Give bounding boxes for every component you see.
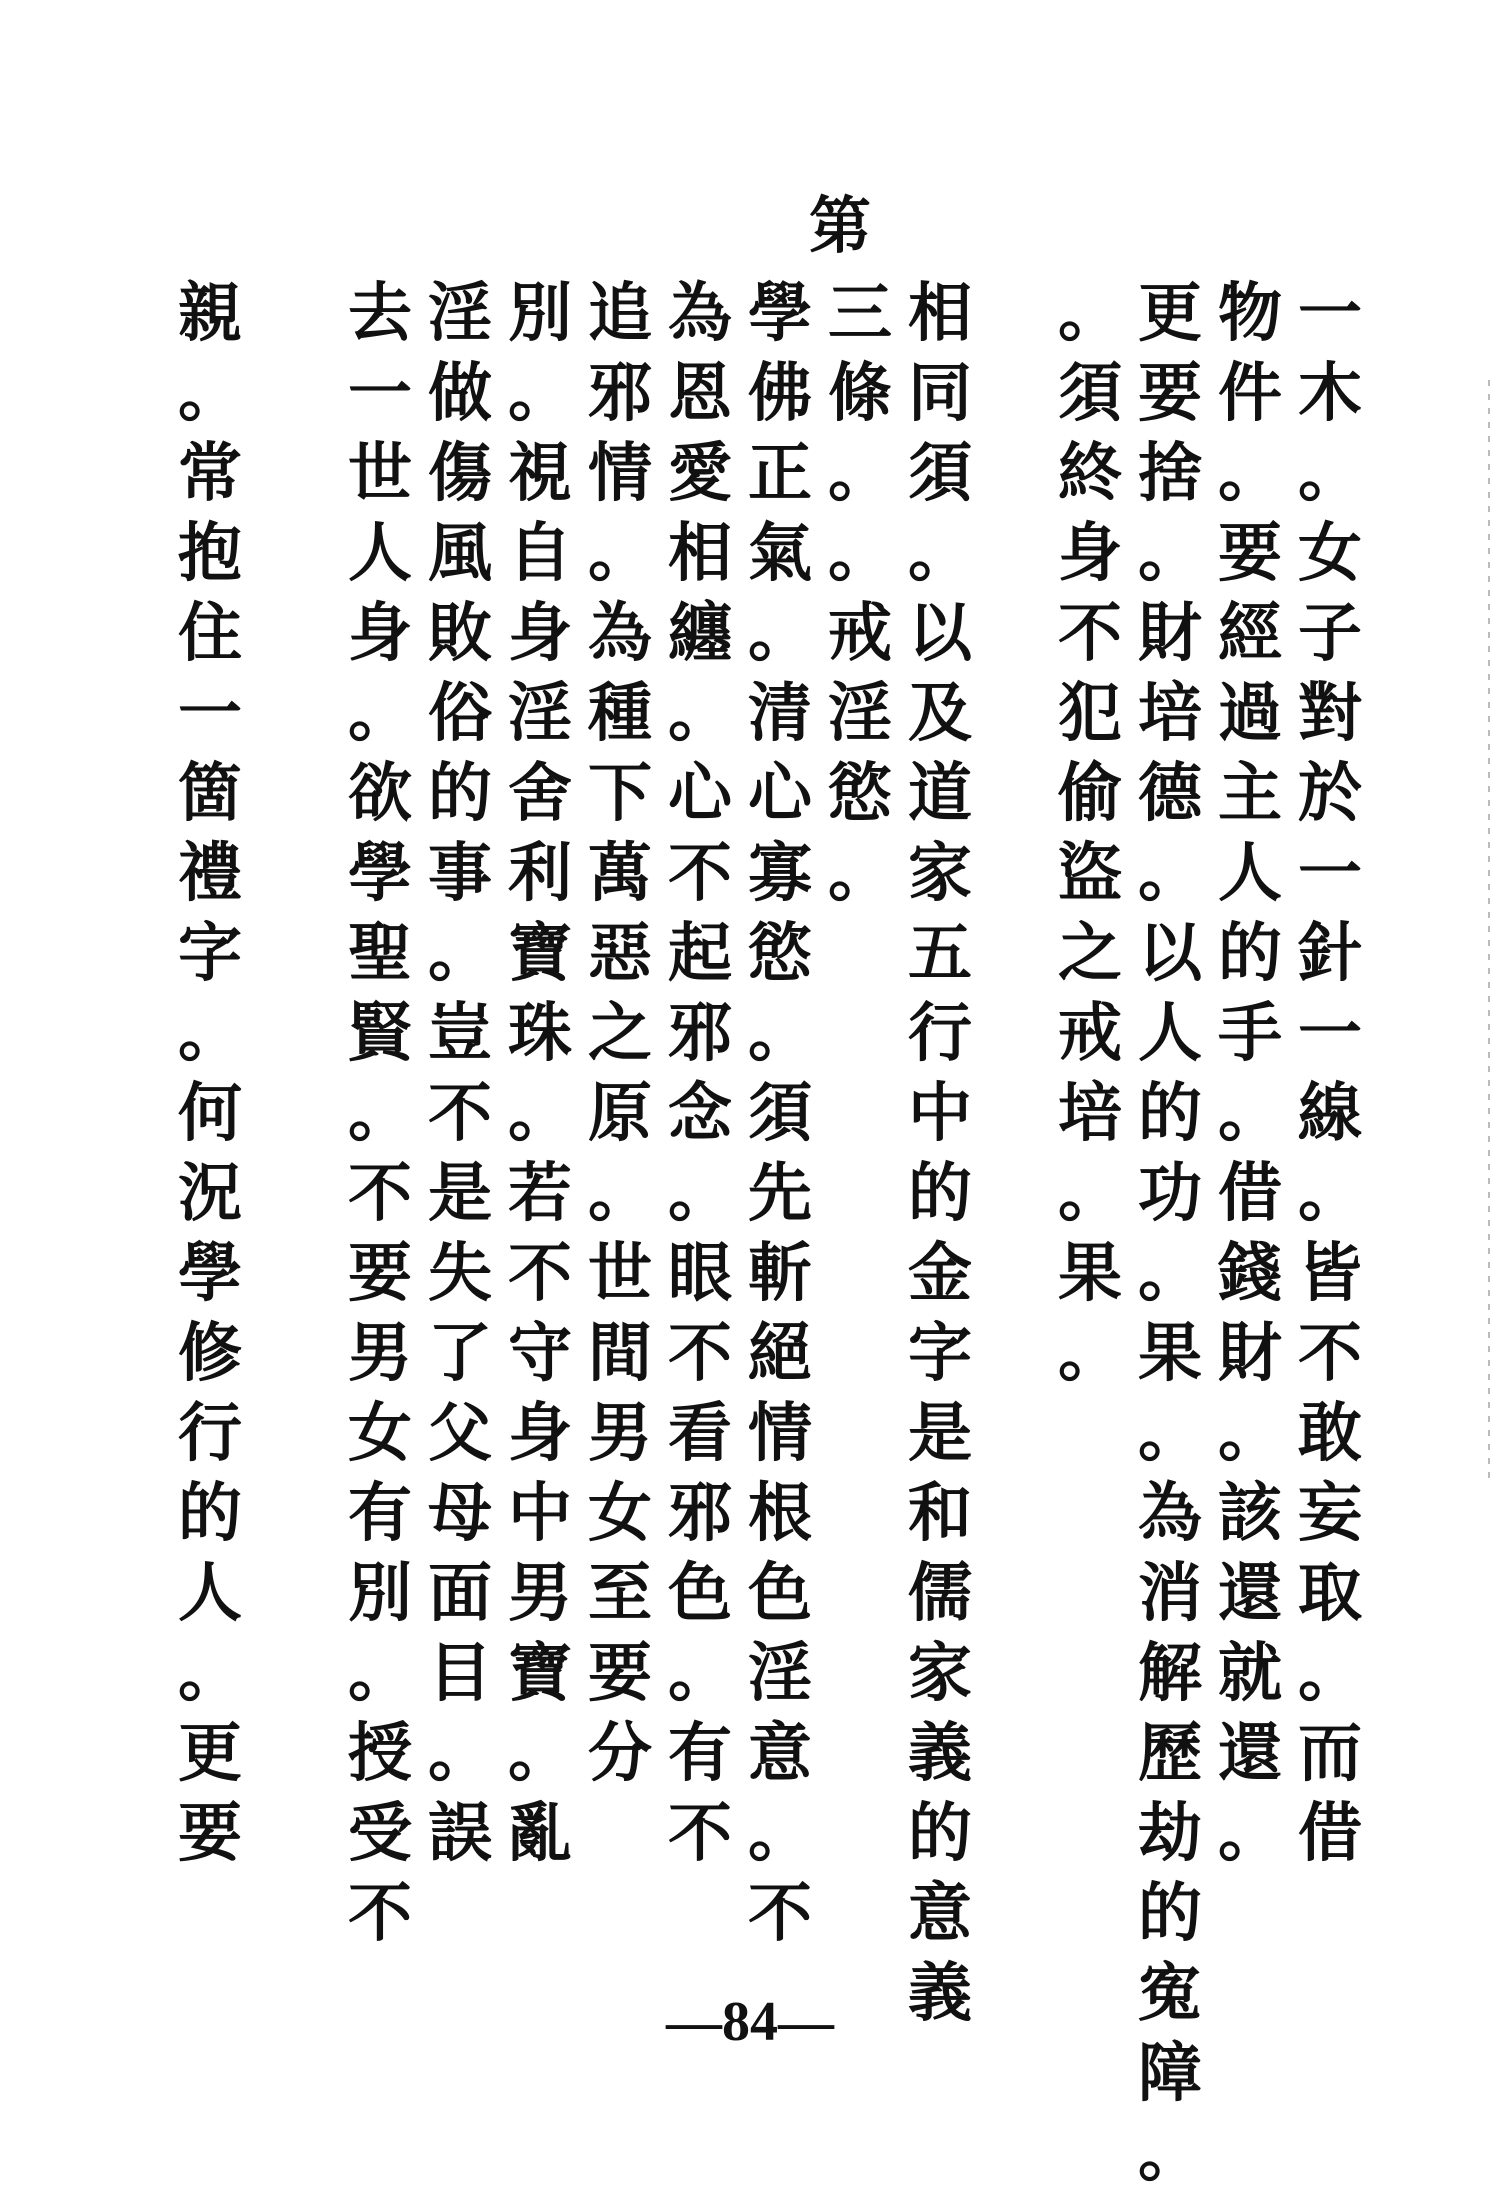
- text-column-4: 。 須 終 身 不 犯 偷 盜 之 戒 培 。 果 。: [1058, 276, 1122, 1391]
- text-column-9: 追 邪 情 。 為 種 下 萬 惡 之 原 。 世 間 男 女 至 要 分: [588, 276, 652, 1791]
- page-number: —84—: [666, 1991, 834, 2053]
- text-column-10: 別 。 視 自 身 淫 舍 利 寶 珠 。 若 不 守 身 中 男 寶 。 亂: [508, 276, 572, 1871]
- text-column-13: 親 。 常 抱 住 一 箇 禮 字 。 何 況 學 修 行 的 人 。 更 要: [178, 276, 242, 1871]
- text-column-12: 去 一 世 人 身 。 欲 學 聖 賢 。 不 要 男 女 有 別 。 授 受 不: [348, 276, 412, 1951]
- text-column-11: 淫 做 傷 風 敗 俗 的 事 。 豈 不 是 失 了 父 母 面 目 。 誤: [428, 276, 492, 1871]
- scan-edge-mark: [1488, 380, 1490, 1480]
- text-column-1: 一 木 。 女 子 對 於 一 針 一 線 。 皆 不 敢 妄 取 。 而 借: [1298, 276, 1362, 1871]
- text-column-3: 更 要 捨 。 財 培 德 。 以 人 的 功 。 果 。 為 消 解 歷 劫 的 寃 障 。: [1138, 276, 1202, 2191]
- text-column-8: 為 恩 愛 相 纏 。 心 不 起 邪 念 。 眼 不 看 邪 色 。 有 不: [668, 276, 732, 1871]
- text-column-7: 學 佛 正 氣 。 清 心 寡 慾 。 須 先 斬 絕 情 根 色 淫 意 。 不: [748, 276, 812, 1951]
- text-column-2: 物 件 。 要 經 過 主 人 的 手 。 借 錢 財 。 該 還 就 還 。: [1218, 276, 1282, 1871]
- chapter-heading: 第: [808, 189, 871, 262]
- text-column-5: 相 同 須 。 以 及 道 家 五 行 中 的 金 字 是 和 儒 家 義 的 意 義: [908, 276, 972, 2031]
- text-column-6: 三 條 。 。 戒 淫 慾 。: [828, 276, 892, 911]
